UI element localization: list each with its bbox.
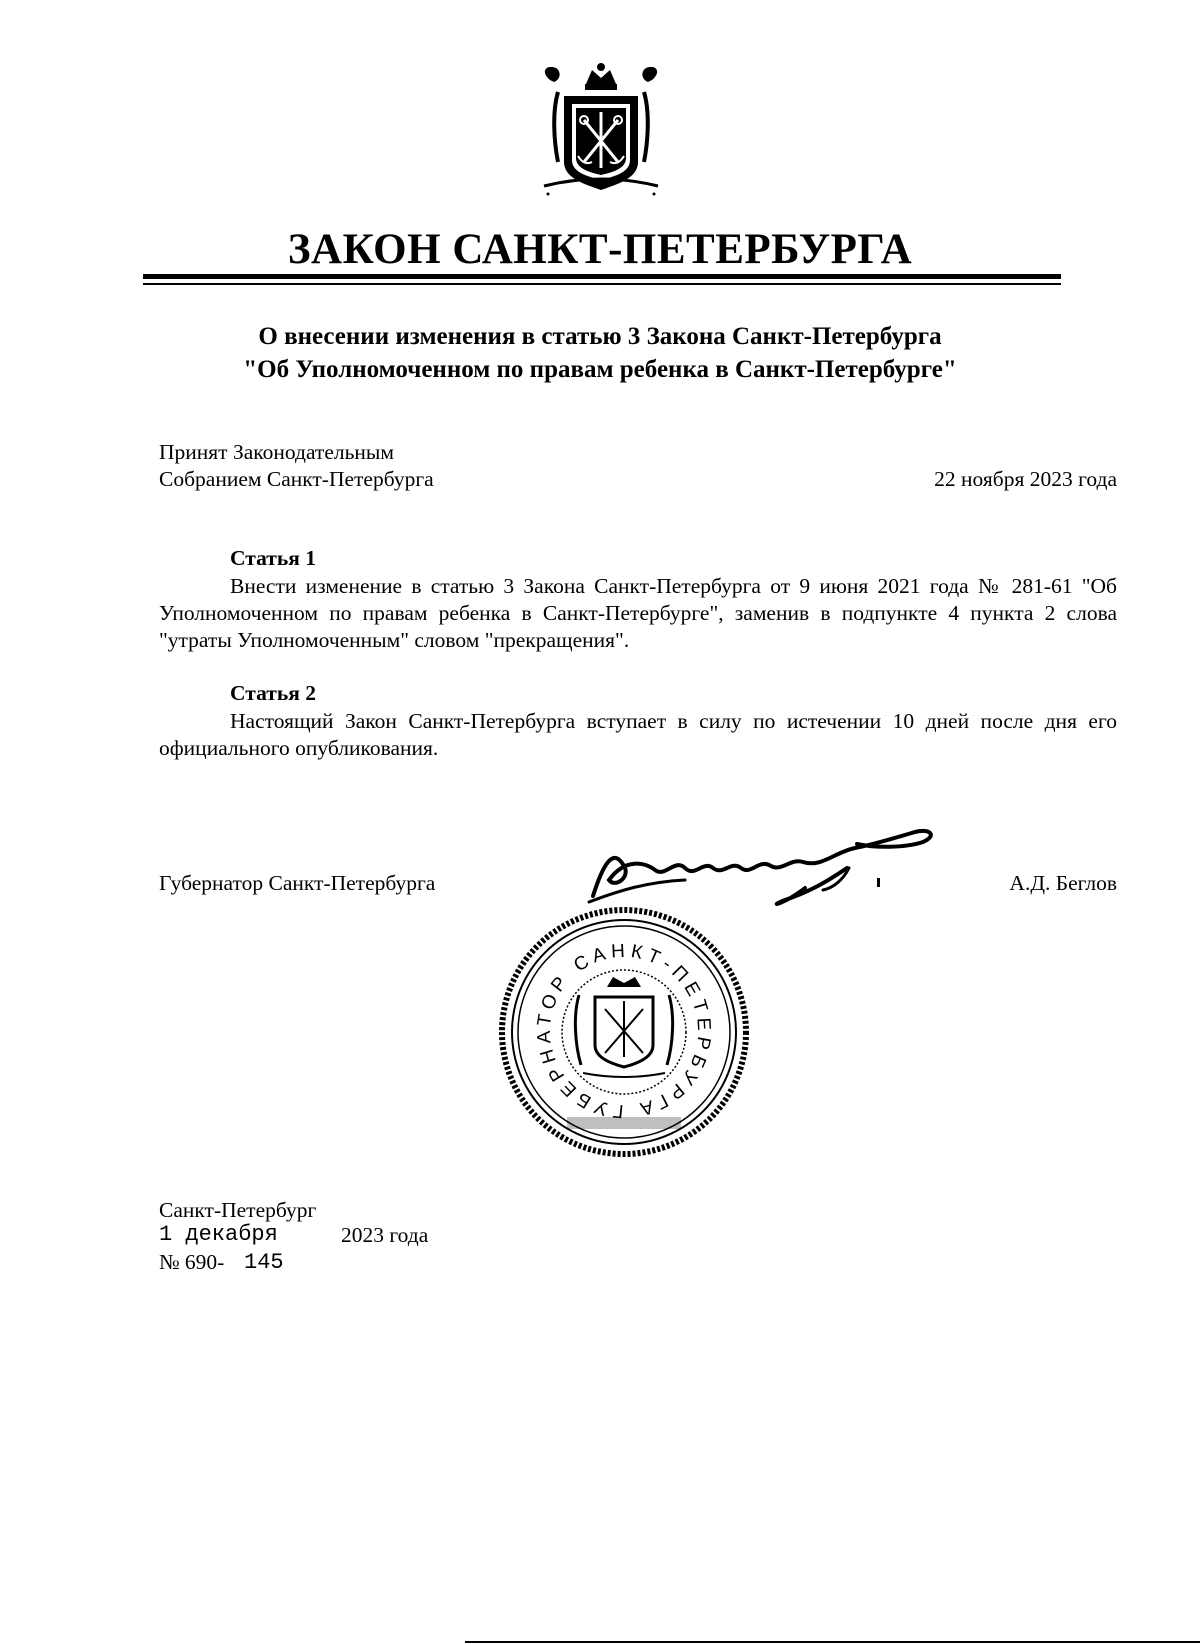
- article-2-heading: Статья 2: [230, 681, 316, 705]
- law-number-value: 145: [244, 1250, 284, 1275]
- handwritten-signature-icon: [585, 818, 945, 913]
- adoption-date: 22 ноября 2023 года: [934, 467, 1117, 491]
- footer-rule: [465, 1641, 1200, 1643]
- signing-year: 2023 года: [341, 1223, 429, 1247]
- subtitle-line-1: О внесении изменения в статью 3 Закона Санкт-Петербурга: [258, 323, 942, 350]
- adoption-statement: [159, 439, 434, 493]
- adoption-line-2: Собранием Санкт-Петербурга: [159, 467, 434, 491]
- governor-seal-icon: [495, 905, 753, 1160]
- svg-text:ГУБЕРНАТОР САНКТ-ПЕТЕРБУРГА: ГУБЕРНАТОР САНКТ-ПЕТЕРБУРГА: [533, 940, 715, 1122]
- signing-day-month: 1 декабря: [159, 1222, 278, 1247]
- signing-place: Санкт-Петербург: [159, 1198, 317, 1222]
- article-2-text: Настоящий Закон Санкт-Петербурга вступает в силу по истечении 10 дней после дня его официального опубликования.: [159, 709, 1117, 760]
- subtitle-line-2: "Об Уполномоченном по правам ребенка в Санкт-Петербурге": [243, 356, 957, 383]
- spb-coat-of-arms-icon: [538, 62, 664, 202]
- adoption-line-1: Принят Законодательным: [159, 440, 394, 464]
- law-title: ЗАКОН САНКТ-ПЕТЕРБУРГА: [287, 226, 913, 273]
- article-1-text: Внести изменение в статью 3 Закона Санкт-Петербурга от 9 июня 2021 года № 281-61 "Об Уполномоченном по правам ребенка в Санкт-Петербурге", заменив в подпункте 4 пункта 2 слова "утраты Уполномоченным" словом "прекращения".: [159, 574, 1117, 652]
- law-number-label: № 690-: [159, 1250, 225, 1274]
- article-1-heading: Статья 1: [230, 546, 316, 570]
- law-subtitle: [0, 320, 1200, 386]
- signatory-position: Губернатор Санкт-Петербурга: [159, 871, 436, 895]
- title-rule-thin: [143, 283, 1061, 285]
- title-rule-thick: [143, 274, 1061, 279]
- signatory-name: А.Д. Беглов: [1009, 871, 1117, 895]
